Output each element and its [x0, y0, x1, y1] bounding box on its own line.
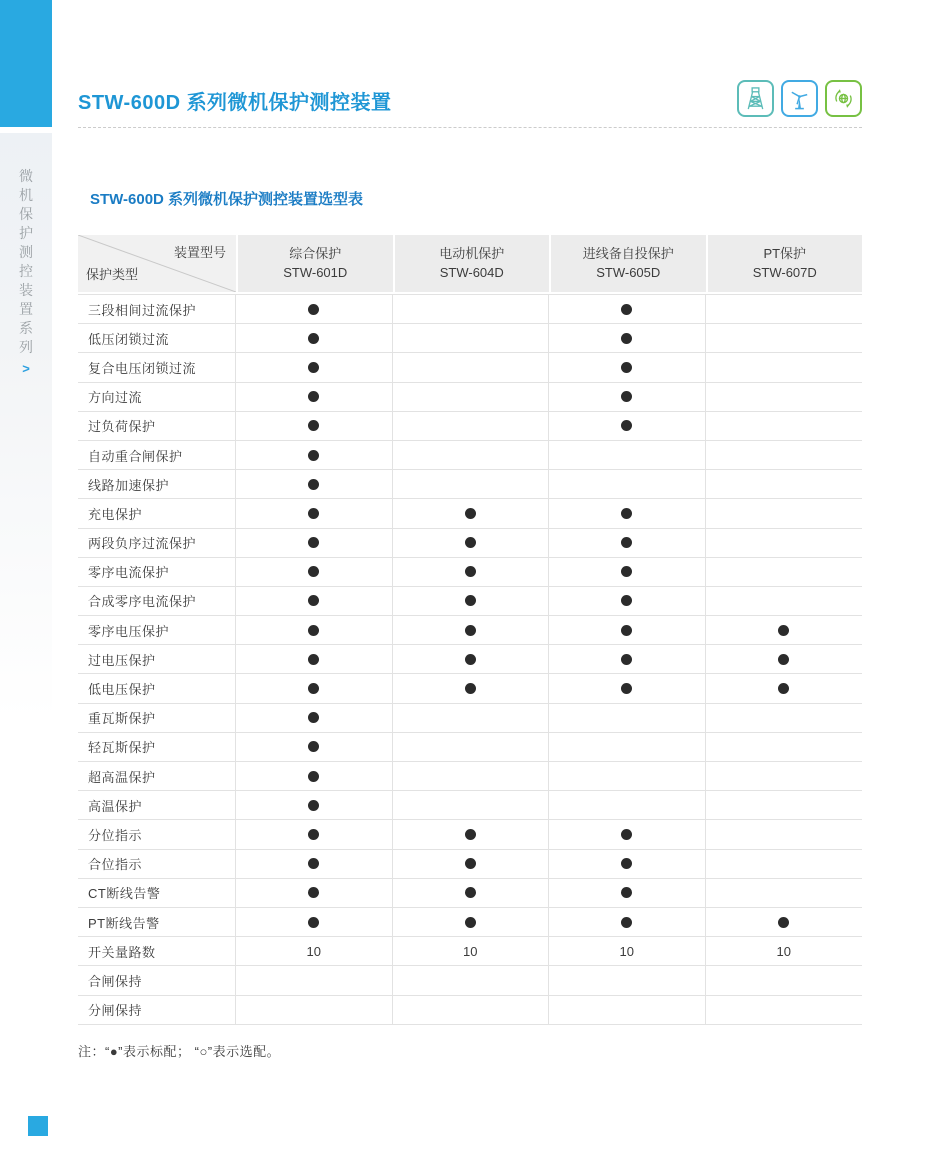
table-cell	[393, 645, 550, 673]
standard-config-dot	[621, 362, 632, 373]
table-cell	[549, 996, 706, 1024]
row-label: 三段相间过流保护	[78, 295, 236, 323]
table-cell: 10	[393, 937, 550, 965]
standard-config-dot	[465, 537, 476, 548]
table-cell	[236, 908, 393, 936]
standard-config-dot	[621, 858, 632, 869]
standard-config-dot	[308, 304, 319, 315]
table-cell	[393, 674, 550, 702]
table-cell	[549, 908, 706, 936]
table-row	[78, 645, 862, 674]
row-label: 零序电压保护	[78, 616, 236, 644]
standard-config-dot	[621, 887, 632, 898]
standard-config-dot	[621, 537, 632, 548]
table-row	[78, 295, 862, 324]
column-header: 电动机保护 STW-604D	[395, 235, 550, 292]
table-cell	[236, 733, 393, 761]
side-tab-char: 护	[19, 225, 33, 241]
table-cell	[549, 820, 706, 848]
table-cell	[393, 704, 550, 732]
side-tab-char: 保	[19, 206, 33, 222]
table-cell	[236, 470, 393, 498]
row-label: 线路加速保护	[78, 470, 236, 498]
table-cell	[706, 587, 863, 615]
table-cell	[236, 499, 393, 527]
table-cell	[706, 704, 863, 732]
table-cell	[236, 587, 393, 615]
table-cell	[236, 850, 393, 878]
page-corner-accent	[0, 0, 52, 127]
standard-config-dot	[308, 595, 319, 606]
table-cell	[236, 791, 393, 819]
standard-config-dot	[621, 391, 632, 402]
row-label: 复合电压闭锁过流	[78, 353, 236, 381]
column-header: 综合保护 STW-601D	[238, 235, 393, 292]
table-row	[78, 587, 862, 616]
table-cell	[393, 295, 550, 323]
standard-config-dot	[308, 741, 319, 752]
table-header-row	[78, 235, 862, 292]
standard-config-dot	[308, 625, 319, 636]
table-cell	[549, 704, 706, 732]
side-tab-char: 列	[19, 339, 33, 355]
table-cell	[706, 616, 863, 644]
table-cell	[393, 850, 550, 878]
table-cell	[706, 733, 863, 761]
table-row	[78, 529, 862, 558]
side-tab	[0, 133, 52, 720]
table-cell	[706, 820, 863, 848]
table-cell: 10	[549, 937, 706, 965]
table-cell	[236, 558, 393, 586]
table-cell	[706, 966, 863, 994]
table-cell	[236, 879, 393, 907]
table-cell	[393, 762, 550, 790]
standard-config-dot	[465, 625, 476, 636]
table-row	[78, 820, 862, 849]
table-cell	[393, 499, 550, 527]
transmission-tower-icon	[737, 80, 774, 117]
table-cell	[549, 529, 706, 557]
table-cell	[706, 324, 863, 352]
table-cell	[549, 733, 706, 761]
table-cell	[393, 324, 550, 352]
side-tab-char: 控	[19, 263, 33, 279]
row-label: 分闸保持	[78, 996, 236, 1024]
row-label: 充电保护	[78, 499, 236, 527]
table-row	[78, 353, 862, 382]
standard-config-dot	[465, 858, 476, 869]
main-content	[78, 0, 862, 1149]
table-cell	[393, 791, 550, 819]
table-cell	[549, 441, 706, 469]
table-cell	[549, 966, 706, 994]
table-cell	[393, 908, 550, 936]
table-cell	[236, 616, 393, 644]
standard-config-dot	[308, 537, 319, 548]
table-cell	[236, 295, 393, 323]
table-cell	[393, 996, 550, 1024]
standard-config-dot	[621, 917, 632, 928]
table-cell	[393, 733, 550, 761]
side-tab-char: 测	[19, 244, 33, 260]
standard-config-dot	[621, 654, 632, 665]
standard-config-dot	[308, 829, 319, 840]
table-row	[78, 966, 862, 995]
row-label: CT断线告警	[78, 879, 236, 907]
table-row	[78, 704, 862, 733]
table-cell	[549, 674, 706, 702]
page-header	[78, 0, 862, 128]
standard-config-dot	[308, 420, 319, 431]
table-cell	[549, 762, 706, 790]
table-cell	[706, 850, 863, 878]
table-row	[78, 499, 862, 528]
side-tab-char: 微	[19, 168, 33, 184]
side-tab-char: 置	[19, 301, 33, 317]
footnote: 注：“●”表示标配； “○”表示选配。	[78, 1044, 281, 1059]
eco-recycle-globe-icon	[825, 80, 862, 117]
table-cell	[236, 762, 393, 790]
standard-config-dot	[621, 683, 632, 694]
standard-config-dot	[308, 508, 319, 519]
table-row	[78, 470, 862, 499]
table-cell	[236, 645, 393, 673]
table-cell	[706, 383, 863, 411]
standard-config-dot	[308, 450, 319, 461]
table-cell	[706, 791, 863, 819]
side-tab-char: 系	[19, 320, 33, 336]
table-cell	[706, 499, 863, 527]
table-row	[78, 791, 862, 820]
standard-config-dot	[465, 917, 476, 928]
standard-config-dot	[778, 917, 789, 928]
row-label: 重瓦斯保护	[78, 704, 236, 732]
table-cell	[549, 470, 706, 498]
table-body	[78, 294, 862, 1025]
standard-config-dot	[778, 625, 789, 636]
table-cell	[549, 499, 706, 527]
standard-config-dot	[621, 829, 632, 840]
table-row	[78, 733, 862, 762]
table-cell	[393, 470, 550, 498]
table-cell	[706, 879, 863, 907]
table-cell	[236, 383, 393, 411]
column-header: PT保护 STW-607D	[708, 235, 863, 292]
table-cell	[549, 383, 706, 411]
table-cell: 10	[236, 937, 393, 965]
table-cell	[549, 791, 706, 819]
row-label: 低压闭锁过流	[78, 324, 236, 352]
side-tab-char: 机	[19, 187, 33, 203]
table-row	[78, 996, 862, 1025]
table-corner-cell	[78, 235, 236, 292]
table-cell	[236, 324, 393, 352]
table-row	[78, 412, 862, 441]
table-row	[78, 908, 862, 937]
standard-config-dot	[308, 479, 319, 490]
row-label: 合闸保持	[78, 966, 236, 994]
standard-config-dot	[778, 654, 789, 665]
row-label: 零序电流保护	[78, 558, 236, 586]
table-cell	[393, 587, 550, 615]
standard-config-dot	[778, 683, 789, 694]
standard-config-dot	[308, 712, 319, 723]
standard-config-dot	[621, 625, 632, 636]
standard-config-dot	[308, 858, 319, 869]
standard-config-dot	[465, 566, 476, 577]
standard-config-dot	[308, 654, 319, 665]
standard-config-dot	[465, 829, 476, 840]
table-cell	[549, 353, 706, 381]
table-cell	[549, 645, 706, 673]
table-row	[78, 324, 862, 353]
row-label: 合位指示	[78, 850, 236, 878]
table-cell	[393, 879, 550, 907]
standard-config-dot	[621, 304, 632, 315]
table-cell	[393, 383, 550, 411]
row-label: 轻瓦斯保护	[78, 733, 236, 761]
table-row	[78, 674, 862, 703]
table-cell	[706, 441, 863, 469]
table-row	[78, 383, 862, 412]
table-cell	[706, 674, 863, 702]
table-row	[78, 616, 862, 645]
standard-config-dot	[308, 683, 319, 694]
table-cell	[236, 966, 393, 994]
table-cell	[706, 529, 863, 557]
table-cell	[706, 645, 863, 673]
standard-config-dot	[308, 917, 319, 928]
side-tab-vertical-label	[0, 169, 52, 375]
standard-config-dot	[621, 333, 632, 344]
table-cell	[393, 441, 550, 469]
section-title: STW-600D 系列微机保护测控装置选型表	[90, 191, 364, 208]
side-tab-char: 装	[19, 282, 33, 298]
table-cell	[706, 558, 863, 586]
table-row	[78, 558, 862, 587]
table-cell	[549, 295, 706, 323]
table-cell	[706, 996, 863, 1024]
eco-icons-group	[737, 80, 862, 117]
standard-config-dot	[621, 420, 632, 431]
table-cell	[706, 412, 863, 440]
table-cell	[236, 412, 393, 440]
table-cell	[236, 996, 393, 1024]
table-cell	[393, 966, 550, 994]
table-cell	[393, 529, 550, 557]
table-cell	[393, 820, 550, 848]
standard-config-dot	[308, 887, 319, 898]
row-label: 过负荷保护	[78, 412, 236, 440]
standard-config-dot	[621, 595, 632, 606]
table-cell	[549, 412, 706, 440]
corner-label-protection-type: 保护类型	[86, 267, 139, 283]
table-cell	[549, 616, 706, 644]
chevron-right-icon: >	[22, 361, 30, 376]
row-label: 超高温保护	[78, 762, 236, 790]
table-row	[78, 441, 862, 470]
page-title: STW-600D 系列微机保护测控装置	[78, 92, 392, 114]
table-cell	[549, 879, 706, 907]
table-cell	[236, 820, 393, 848]
standard-config-dot	[621, 508, 632, 519]
column-header: 进线备自投保护 STW-605D	[551, 235, 706, 292]
table-cell	[706, 295, 863, 323]
page-bottom-accent	[28, 1116, 48, 1136]
table-cell	[549, 587, 706, 615]
row-label: 自动重合闸保护	[78, 441, 236, 469]
standard-config-dot	[465, 508, 476, 519]
table-cell	[706, 762, 863, 790]
row-label: PT断线告警	[78, 908, 236, 936]
standard-config-dot	[465, 595, 476, 606]
table-cell	[549, 324, 706, 352]
standard-config-dot	[621, 566, 632, 577]
table-row	[78, 937, 862, 966]
standard-config-dot	[308, 362, 319, 373]
table-cell	[393, 558, 550, 586]
row-label: 开关量路数	[78, 937, 236, 965]
standard-config-dot	[308, 771, 319, 782]
table-cell	[549, 558, 706, 586]
standard-config-dot	[465, 683, 476, 694]
table-row	[78, 879, 862, 908]
table-cell	[236, 353, 393, 381]
row-label: 低电压保护	[78, 674, 236, 702]
table-cell	[236, 674, 393, 702]
table-cell	[393, 412, 550, 440]
table-cell	[393, 353, 550, 381]
table-cell	[706, 353, 863, 381]
row-label: 过电压保护	[78, 645, 236, 673]
row-label: 两段负序过流保护	[78, 529, 236, 557]
row-label: 方向过流	[78, 383, 236, 411]
table-row	[78, 850, 862, 879]
standard-config-dot	[308, 333, 319, 344]
table-row	[78, 762, 862, 791]
table-cell	[236, 441, 393, 469]
table-cell	[393, 616, 550, 644]
standard-config-dot	[465, 887, 476, 898]
corner-label-device-model: 装置型号	[173, 245, 226, 260]
standard-config-dot	[308, 566, 319, 577]
standard-config-dot	[308, 391, 319, 402]
standard-config-dot	[465, 654, 476, 665]
row-label: 分位指示	[78, 820, 236, 848]
table-cell: 10	[776, 943, 791, 959]
table-cell	[706, 470, 863, 498]
wind-turbine-icon	[781, 80, 818, 117]
table-cell	[549, 850, 706, 878]
row-label: 合成零序电流保护	[78, 587, 236, 615]
standard-config-dot	[308, 800, 319, 811]
selection-table	[78, 235, 862, 1025]
table-cell	[236, 704, 393, 732]
table-cell	[706, 908, 863, 936]
row-label: 高温保护	[78, 791, 236, 819]
table-cell	[236, 529, 393, 557]
